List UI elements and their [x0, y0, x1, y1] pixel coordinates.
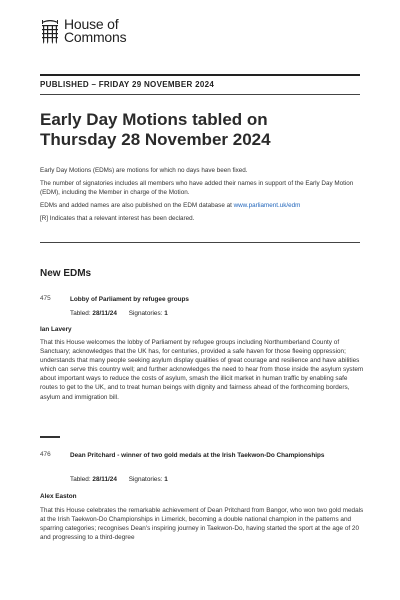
- edm-member: Alex Easton: [40, 493, 77, 500]
- edm-meta: [70, 476, 168, 483]
- edm-title: Dean Pritchard - winner of two gold medals at the Irish Taekwon-Do Championships: [70, 452, 325, 459]
- intro-paragraph-3-text: EDMs and added names are also published on the EDM database at: [40, 202, 234, 209]
- edm-title: Lobby of Parliament by refugee groups: [70, 296, 189, 303]
- edm-number: 476: [40, 451, 51, 458]
- intro-paragraph-2: The number of signatories includes all members who have added their names in support of the Early Day Motion (EDM), including the Member in charge of the Motion.: [40, 180, 354, 196]
- signatories-count: 1: [164, 310, 168, 317]
- logo-line-1: House of: [64, 16, 119, 32]
- house-of-commons-logo: [40, 18, 126, 46]
- edm-database-link[interactable]: www.parliament.uk/edm: [233, 202, 301, 209]
- signatories-label: Signatories:: [128, 310, 163, 317]
- page-title-line-1: Early Day Motions tabled on: [40, 110, 268, 129]
- signatories-count: 1: [164, 476, 168, 483]
- intro-paragraph-4: [R] Indicates that a relevant interest has been declared.: [40, 215, 195, 222]
- intro-divider: [40, 242, 360, 243]
- edm-meta: [70, 310, 168, 317]
- tabled-date: 28/11/24: [92, 310, 117, 317]
- section-title: New EDMs: [40, 268, 92, 279]
- portcullis-icon: [40, 18, 60, 46]
- signatories-label: Signatories:: [128, 476, 163, 483]
- edm-body: That this House welcomes the lobby of Parliament by refugee groups including Northumberland County of Sanctuary; acknowledges that the UK has, for centuries, provided a safe haven for those fleeing oppression; understands that many people seeking asylum display qualities of great courage and resilience and have abilities which can serve this country well; and further acknowledges the need to hear from those inside the asylum system about important ways to reduce the costs of asylum, smash the illicit market in human traffic by enabling safe routes to get to the UK, and to treat human beings with dignity and fairness ahead of the forthcoming borders, asylum and immigration bill.: [40, 339, 364, 401]
- published-date: PUBLISHED – FRIDAY 29 NOVEMBER 2024: [40, 80, 215, 89]
- intro-paragraph-3: [40, 201, 370, 210]
- page-title: [40, 110, 360, 150]
- edm-member: Ian Lavery: [40, 326, 72, 333]
- edm-entry: [40, 295, 364, 445]
- header-divider: [40, 74, 360, 76]
- intro-section: [40, 166, 370, 227]
- published-divider: [40, 94, 360, 95]
- edm-body: That this House celebrates the remarkable achievement of Dean Pritchard from Bangor, who won two gold medals at the Irish Taekwon-Do Championships in Limerick, becoming a double national champion in the patterns and sparring categories; recognises Dean's inspiring journey in Taekwon-Do, having started the sport at the age of 20 and progressing to a third-degree: [40, 507, 364, 542]
- tabled-label: Tabled:: [70, 310, 91, 317]
- intro-paragraph-1: Early Day Motions (EDMs) are motions for which no days have been fixed.: [40, 167, 248, 174]
- logo-wordmark: [64, 18, 126, 44]
- edm-number: 475: [40, 295, 51, 302]
- edm-divider: [40, 436, 60, 438]
- tabled-date: 28/11/24: [92, 476, 117, 483]
- logo-line-2: Commons: [64, 29, 127, 45]
- page-title-line-2: Thursday 28 November 2024: [40, 130, 271, 149]
- tabled-label: Tabled:: [70, 476, 91, 483]
- edm-entry: [40, 451, 364, 591]
